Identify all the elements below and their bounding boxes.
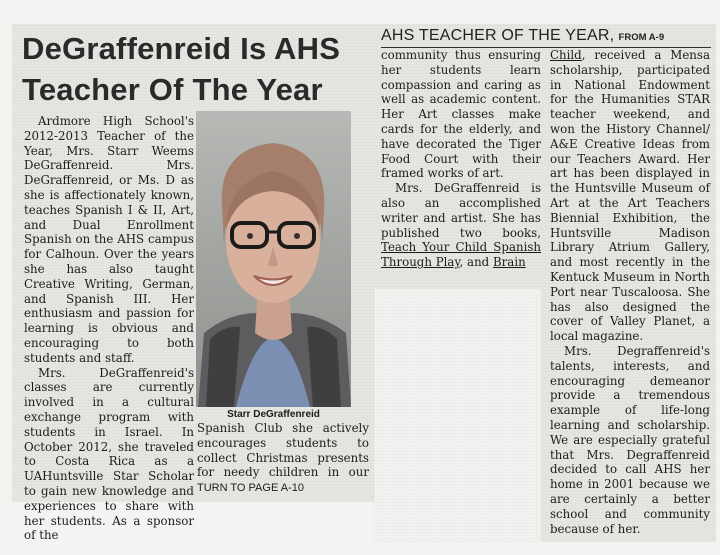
book-title: Brain: [492, 255, 526, 270]
paragraph: Ardmore High School's 2012-2013 Teacher of the Year, Mrs. Starr Weems DeGraffenreid. Mrs. DeGraffenreid, or Ms. D as she is affectionately known, teaches Spanish I & II, Art, and Dual Enrollment Spanish on the AHS campus for Calhoun. Over the years she has also taught Creative Writing, German, and Spanish III. Her enthusiasm and passion for learning is obvious and encouraging to both students and staff.: [24, 114, 194, 365]
book-title: Teach Your Child Spanish Through Play: [381, 240, 541, 270]
paragraph-text: Mrs. DeGraffenreid is also an accomplished writer and artist. She has published two books,: [381, 181, 541, 240]
paragraph: community thus ensuring her students learn compassion and caring as well as academic content. Her Art classes make cards for the elderly, and have decorated the Tiger Food Court with their framed works of art.: [381, 48, 541, 181]
photo-caption: Starr DeGraffenreid: [227, 409, 320, 420]
paragraph: Mrs. DeGraffenreid's classes are currently involved in a cultural exchange program with students in Israel. In October 2012, she traveled to Costa Rica as a UAHuntsville Star Scholar to gain new knowledge and experiences to share with her students. As a sponsor of the: [24, 365, 194, 543]
paragraph: [197, 421, 369, 496]
article-clipping-front: [12, 24, 374, 543]
paragraph: [381, 181, 541, 270]
book-title: Child: [550, 48, 582, 62]
article-column-2: [197, 421, 369, 496]
article-column-3: [381, 48, 541, 270]
paragraph: [550, 48, 710, 344]
paragraph-text: , received a Mensa scholarship, participated in National Endowment for the Humanities STAR teacher weekend, and won the History Channel/ A&E Creative Ideas from our Teachers Award. Her art has been displayed in the Huntsville Museum of Art at the Art Teachers Biennial Exhibition, the Huntsville Madison Library Atrium Gallery, and most recently in the Kentuck Museum in North Port near Tuscaloosa. She has also designed the cover of Valley Planet, a local magazine.: [550, 48, 710, 344]
jump-headline: AHS TEACHER OF THE YEAR: [381, 27, 610, 44]
paragraph-text: , and: [459, 255, 490, 270]
paragraph: Mrs. Degraffenreid's talents, interests, and encouraging demeanor provide a tremendous example of life-long learning and scholarship. We are especially grateful that Mrs. Degraffenreid decided to call AHS her home in 2001 because we are certainly a better school and community because of her.: [550, 343, 710, 536]
article-headline: DeGraffenreid Is AHS Teacher Of The Year: [22, 31, 341, 107]
jump-from-label: FROM A-9: [618, 32, 665, 43]
paragraph-text: Spanish Club she actively encourages students to collect Christmas presents for needy children in our: [197, 421, 369, 480]
jump-line: TURN TO PAGE A-10: [197, 482, 304, 495]
article-clipping-continued: [373, 24, 716, 542]
continuation-header: AHS TEACHER OF THE YEAR, FROM A-9: [381, 27, 711, 48]
teacher-portrait-photo: [196, 111, 351, 407]
article-column-4: [550, 48, 710, 536]
article-column-1: [24, 114, 194, 543]
